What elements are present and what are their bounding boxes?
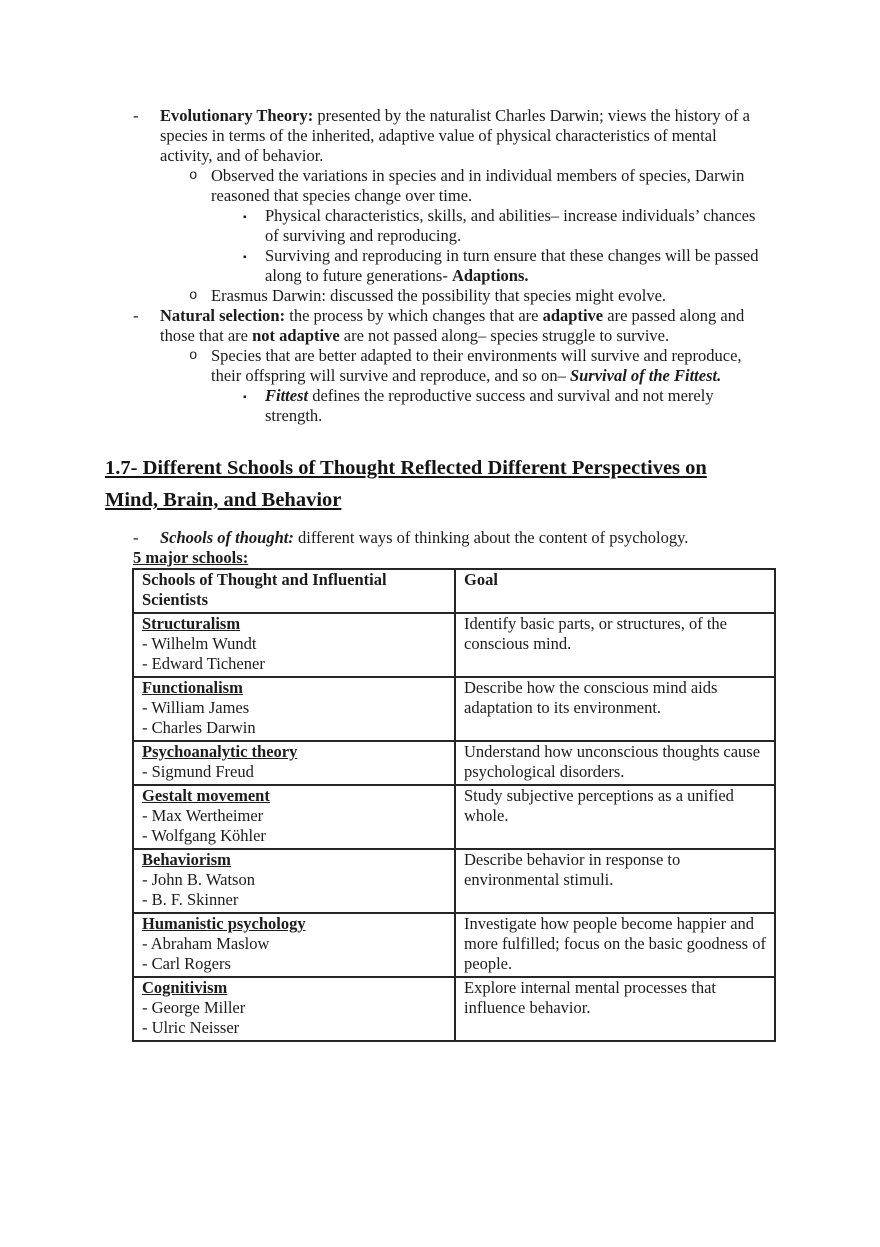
list-item [0, 166, 770, 206]
goal-cell: Study subjective perceptions as a unified whole. [455, 785, 775, 849]
scientist-line: - Sigmund Freud [142, 762, 254, 781]
school-cell [133, 741, 455, 785]
school-name: Functionalism [142, 678, 243, 697]
scientist-line: - Carl Rogers [142, 954, 231, 973]
scientist-line: - Edward Tichener [142, 654, 265, 673]
table-row [133, 741, 775, 785]
text-run: Survival of the Fittest. [569, 366, 722, 385]
goal-cell: Explore internal mental processes that influence behavior. [455, 977, 775, 1041]
bullet-marker: o [189, 168, 198, 184]
bullet-marker: ▪ [243, 252, 247, 263]
table-row [133, 785, 775, 849]
table-row [133, 977, 775, 1041]
school-name: Gestalt movement [142, 786, 270, 805]
table-label: 5 major schools: [133, 548, 249, 567]
text-run: adaptive [542, 306, 604, 325]
table-row [133, 613, 775, 677]
bullet-marker: ▪ [243, 392, 247, 403]
bullet-marker: - [133, 306, 139, 325]
scientist-line: - Ulric Neisser [142, 1018, 240, 1037]
list-item [0, 386, 770, 426]
school-cell [133, 785, 455, 849]
text-run: different ways of thinking about the content of psychology. [293, 528, 689, 547]
bullet-marker: ▪ [243, 212, 247, 223]
bullet-marker: - [133, 528, 139, 547]
notes-list [0, 0, 880, 426]
scientist-line: - Max Wertheimer [142, 806, 264, 825]
bullet-marker: o [189, 348, 198, 364]
bullet-marker: - [133, 106, 139, 125]
text-run: Natural selection: [160, 306, 286, 325]
scientist-line: - Abraham Maslow [142, 934, 270, 953]
scientist-line: - B. F. Skinner [142, 890, 239, 909]
text-run: Evolutionary Theory: [160, 106, 314, 125]
goal-cell: Describe how the conscious mind aids adaptation to its environment. [455, 677, 775, 741]
scientist-line: - William James [142, 698, 250, 717]
goal-cell: Identify basic parts, or structures, of the conscious mind. [455, 613, 775, 677]
text-run: presented by the naturalist Charles Darwin; views the history of a species in terms of the inherited, adaptive value of physical characteristics of mental activity, and of behavior. [160, 106, 750, 165]
text-run: Surviving and reproducing in turn ensure that these changes will be passed along to future generations- [265, 246, 759, 285]
list-item [0, 106, 770, 166]
scientist-line: - Wolfgang Köhler [142, 826, 266, 845]
school-name: Humanistic psychology [142, 914, 306, 933]
text-run: Observed the variations in species and in individual members of species, Darwin reasoned that species change over time. [211, 166, 745, 205]
table-header-goal: Goal [455, 569, 775, 613]
school-name: Cognitivism [142, 978, 228, 997]
text-run: defines the reproductive success and survival and not merely strength. [265, 386, 714, 425]
intro-list [0, 528, 880, 548]
school-cell [133, 849, 455, 913]
text-run: not adaptive [252, 326, 340, 345]
school-cell [133, 613, 455, 677]
text-run: are passed along and those that are [160, 306, 745, 345]
school-cell [133, 913, 455, 977]
scientist-line: - Wilhelm Wundt [142, 634, 257, 653]
goal-cell: Investigate how people become happier and more fulfilled; focus on the basic goodness of people. [455, 913, 775, 977]
bullet-marker: o [189, 288, 198, 304]
table-header-row [133, 569, 775, 613]
text-run: are not passed along– species struggle to survive. [339, 326, 670, 345]
text-run: Physical characteristics, skills, and abilities– increase individuals’ chances of surviving and reproducing. [265, 206, 756, 245]
text-run: Species that are better adapted to their environments will survive and reproduce, their offspring will survive and reproduce, and so on– [211, 346, 742, 385]
school-cell [133, 677, 455, 741]
list-item [0, 246, 770, 286]
table-header-schools: Schools of Thought and Influential Scientists [133, 569, 455, 613]
table-row [133, 913, 775, 977]
list-item [0, 206, 770, 246]
list-item [0, 528, 770, 548]
text-run: Erasmus Darwin: discussed the possibility that species might evolve. [211, 286, 667, 305]
goal-cell: Understand how unconscious thoughts cause psychological disorders. [455, 741, 775, 785]
section-heading: 1.7- Different Schools of Thought Reflected Different Perspectives on Mind, Brain, and Behavior [105, 457, 707, 511]
scientist-line: - George Miller [142, 998, 246, 1017]
list-item [0, 346, 770, 386]
school-cell [133, 977, 455, 1041]
school-name: Structuralism [142, 614, 241, 633]
scientist-line: - Charles Darwin [142, 718, 256, 737]
table-row [133, 677, 775, 741]
text-run: the process by which changes that are [285, 306, 543, 325]
scientist-line: - John B. Watson [142, 870, 255, 889]
text-run: Schools of thought: [160, 528, 294, 547]
schools-table [132, 568, 776, 1042]
list-item [0, 286, 770, 306]
text-run: Adaptions. [451, 266, 529, 285]
list-item [0, 306, 770, 346]
table-row [133, 849, 775, 913]
text-run: Fittest [265, 386, 309, 405]
school-name: Psychoanalytic theory [142, 742, 298, 761]
school-name: Behaviorism [142, 850, 231, 869]
goal-cell: Describe behavior in response to environmental stimuli. [455, 849, 775, 913]
